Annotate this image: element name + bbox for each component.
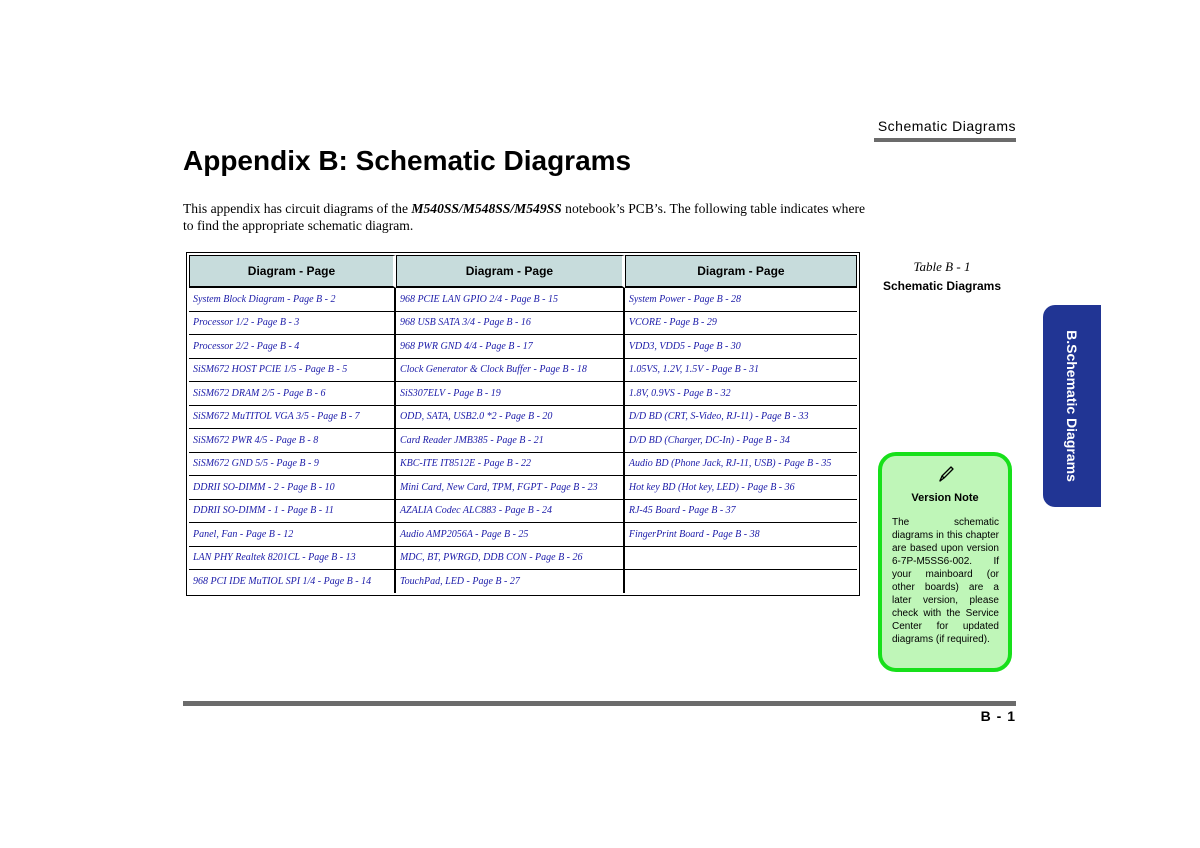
diagram-link[interactable]: FingerPrint Board - Page B - 38: [625, 523, 857, 547]
table-row: [189, 406, 857, 430]
diagram-link[interactable]: Card Reader JMB385 - Page B - 21: [396, 429, 625, 453]
column-header: Diagram - Page: [396, 255, 625, 288]
table-header-row: [189, 255, 857, 288]
diagram-link[interactable]: 968 USB SATA 3/4 - Page B - 16: [396, 312, 625, 336]
diagram-link[interactable]: VDD3, VDD5 - Page B - 30: [625, 335, 857, 359]
side-tab-label: B.Schematic Diagrams: [1064, 330, 1080, 482]
diagram-link[interactable]: 968 PWR GND 4/4 - Page B - 17: [396, 335, 625, 359]
table-row: [189, 453, 857, 477]
table-row: [189, 476, 857, 500]
diagram-link[interactable]: SiSM672 GND 5/5 - Page B - 9: [189, 453, 396, 477]
diagram-link[interactable]: MDC, BT, PWRGD, DDB CON - Page B - 26: [396, 547, 625, 571]
page-number: B - 1: [980, 708, 1016, 724]
diagram-link[interactable]: Processor 1/2 - Page B - 3: [189, 312, 396, 336]
table-row: [189, 312, 857, 336]
diagram-link[interactable]: LAN PHY Realtek 8201CL - Page B - 13: [189, 547, 396, 571]
table-row: [189, 570, 857, 593]
diagram-link[interactable]: Clock Generator & Clock Buffer - Page B - 18: [396, 359, 625, 383]
diagram-link[interactable]: Panel, Fan - Page B - 12: [189, 523, 396, 547]
table-row: [189, 382, 857, 406]
page-title: Appendix B: Schematic Diagrams: [183, 145, 632, 176]
diagram-link[interactable]: SiSM672 HOST PCIE 1/5 - Page B - 5: [189, 359, 396, 383]
table-caption-text: Schematic Diagrams: [882, 279, 1002, 293]
diagram-link[interactable]: Mini Card, New Card, TPM, FGPT - Page B - 23: [396, 476, 625, 500]
diagram-link[interactable]: ODD, SATA, USB2.0 *2 - Page B - 20: [396, 406, 625, 430]
version-note-title: Version Note: [911, 492, 979, 504]
diagram-link[interactable]: KBC-ITE IT8512E - Page B - 22: [396, 453, 625, 477]
version-note-text: The schematic diagrams in this chapter are based upon version 6-7P-M5SS6-002. If your mainboard (or other boards) are a later version, please check with the Service Center for updated diagrams (if required).: [892, 517, 999, 645]
diagram-link[interactable]: DDRII SO-DIMM - 2 - Page B - 10: [189, 476, 396, 500]
diagram-link[interactable]: SiSM672 DRAM 2/5 - Page B - 6: [189, 382, 396, 406]
diagram-link[interactable]: 1.05VS, 1.2V, 1.5V - Page B - 31: [625, 359, 857, 383]
diagram-link[interactable]: Audio AMP2056A - Page B - 25: [396, 523, 625, 547]
diagram-link[interactable]: SiSM672 MuTITOL VGA 3/5 - Page B - 7: [189, 406, 396, 430]
table-caption-number: Table B - 1: [913, 259, 971, 274]
diagram-link[interactable]: Audio BD (Phone Jack, RJ-11, USB) - Page B - 35: [625, 453, 857, 477]
table-row: [189, 429, 857, 453]
table-row: [189, 547, 857, 571]
pencil-icon: [936, 464, 956, 484]
diagram-link[interactable]: SiSM672 PWR 4/5 - Page B - 8: [189, 429, 396, 453]
footer-rule: [183, 701, 1016, 706]
column-header: Diagram - Page: [625, 255, 857, 288]
diagram-link[interactable]: System Power - Page B - 28: [625, 288, 857, 312]
diagram-link[interactable]: D/D BD (Charger, DC-In) - Page B - 34: [625, 429, 857, 453]
model-name: M540SS/M548SS/M549SS: [411, 201, 562, 216]
diagram-link[interactable]: System Block Diagram - Page B - 2: [189, 288, 396, 312]
column-header: Diagram - Page: [189, 255, 396, 288]
diagram-link[interactable]: 1.8V, 0.9VS - Page B - 32: [625, 382, 857, 406]
diagram-link[interactable]: AZALIA Codec ALC883 - Page B - 24: [396, 500, 625, 524]
header-section-title: Schematic Diagrams: [877, 118, 1016, 134]
table-caption: [876, 259, 1008, 295]
diagram-table: [186, 252, 860, 596]
diagram-link[interactable]: DDRII SO-DIMM - 1 - Page B - 11: [189, 500, 396, 524]
diagram-link[interactable]: 968 PCI IDE MuTIOL SPI 1/4 - Page B - 14: [189, 570, 396, 593]
diagram-link[interactable]: SiS307ELV - Page B - 19: [396, 382, 625, 406]
diagram-link[interactable]: RJ-45 Board - Page B - 37: [625, 500, 857, 524]
header-rule: [874, 138, 1016, 142]
empty-cell: [625, 547, 857, 571]
intro-paragraph: [183, 200, 873, 234]
intro-before: This appendix has circuit diagrams of the: [183, 201, 412, 216]
diagram-link[interactable]: TouchPad, LED - Page B - 27: [396, 570, 625, 593]
diagram-link[interactable]: Hot key BD (Hot key, LED) - Page B - 36: [625, 476, 857, 500]
diagram-link[interactable]: VCORE - Page B - 29: [625, 312, 857, 336]
table-row: [189, 335, 857, 359]
intro-after: notebook’s PCB’s. The following table indicates where to find the appropriate schematic diagram.: [183, 201, 866, 233]
diagram-link[interactable]: D/D BD (CRT, S-Video, RJ-11) - Page B - 33: [625, 406, 857, 430]
diagram-link[interactable]: 968 PCIE LAN GPIO 2/4 - Page B - 15: [396, 288, 625, 312]
diagram-link[interactable]: Processor 2/2 - Page B - 4: [189, 335, 396, 359]
version-note-box: [878, 452, 1012, 672]
table-row: [189, 359, 857, 383]
table-row: [189, 288, 857, 312]
table-row: [189, 523, 857, 547]
table-row: [189, 500, 857, 524]
empty-cell: [625, 570, 857, 593]
